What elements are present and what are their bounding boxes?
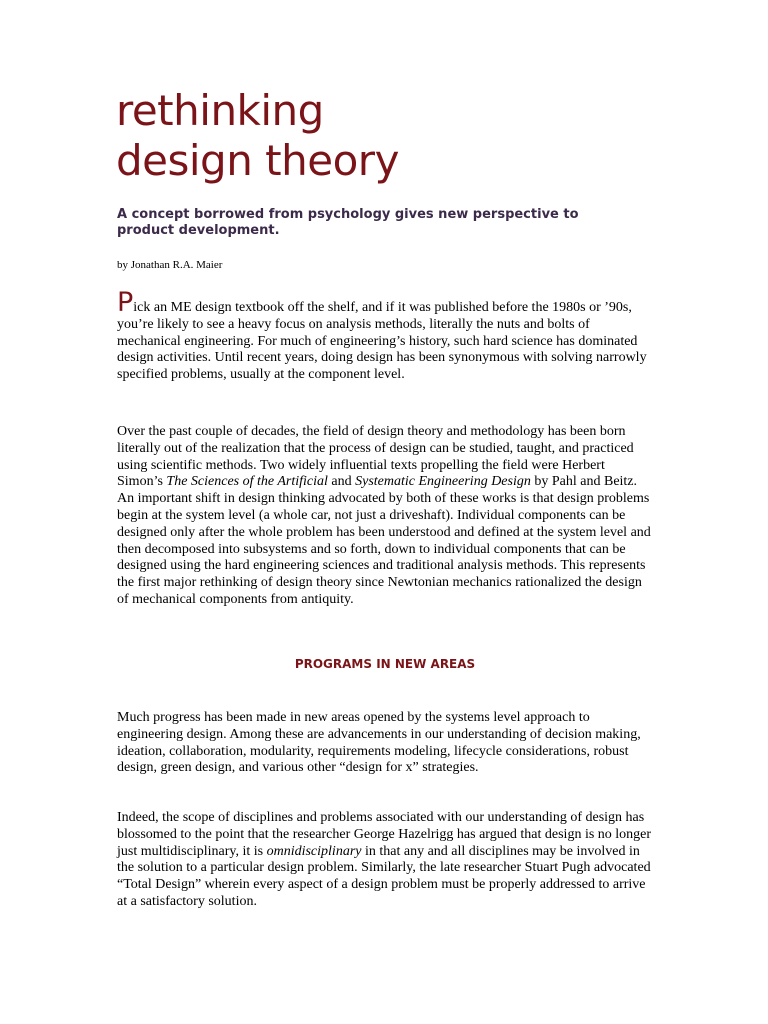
article-title (116, 86, 399, 186)
paragraph-3: Much progress has been made in new areas opened by the systems level approach to engineering design. Among these are advancements in our understanding of decision making, ideation, collaboration, modularity, requirements modeling, lifecycle considerations, robust design, green design, and various other “design for x” strategies. (117, 710, 641, 776)
paragraph-2-text-b: and (327, 474, 356, 490)
title-line-2: design theory (116, 136, 399, 185)
article-subtitle: A concept borrowed from psychology gives new perspective to product development. (117, 207, 579, 238)
paragraph-2-text-a: Over the past couple of decades, the field of design theory and methodology has been born literally out of the realization that the process of design can be studied, taught, and practiced using scientific methods. Two widely influential texts propelling the field were Herbert Simon’s (117, 424, 634, 490)
drop-cap: P (117, 287, 134, 318)
paragraph-1-text: ick an ME design textbook off the shelf, and if it was published before the 1980s or ’90s, you’re likely to see a heavy focus on analysis methods, literally the nuts and bolts of mechanical engineering. For much of engineering’s history, such hard science has dominated design activities. Until recent years, doing design has been synonymous with solving narrowly specified problems, usually at the component level. (117, 300, 647, 383)
book-title-systematic-engineering-design: Systematic Engineering Design (355, 474, 531, 490)
section-heading: PROGRAMS IN NEW AREAS (294, 657, 476, 671)
byline: by Jonathan R.A. Maier (117, 259, 223, 271)
paragraph-2-text-c: by Pahl and Beitz. An important shift in design thinking advocated by both of these works is that design problems begin at the system level (a whole car, not just a driveshaft). Individual components can be designed only after the whole problem has been understood and defined at the system level and then decomposed into subsystems and so forth, down to individual components that can be designed using the hard engineering sciences and traditional analysis methods. This represents the first major rethinking of design theory since Newtonian mechanics rationalized the design of mechanical components from antiquity. (117, 474, 651, 607)
paragraph-1 (117, 287, 653, 384)
emphasis-omnidisciplinary: omnidisciplinary (266, 843, 362, 859)
paragraph-4-text-b: in that any and all disciplines may be involved in the solution to a particular design problem. Similarly, the late researcher Stuart Pugh advocated “Total Design” wherein every aspect of a design problem must be properly addressed to arrive at a satisfactory solution. (117, 843, 651, 909)
paragraph-2 (117, 424, 653, 609)
paragraph-4 (117, 810, 653, 911)
title-line-1: rethinking (116, 86, 324, 135)
paragraph-4-text-a: Indeed, the scope of disciplines and problems associated with our understanding of design has blossomed to the point that the researcher George Hazelrigg has argued that design is no longer just multidisciplinary, it is (117, 810, 652, 859)
book-title-sciences-artificial: The Sciences of the Artificial (166, 474, 328, 490)
